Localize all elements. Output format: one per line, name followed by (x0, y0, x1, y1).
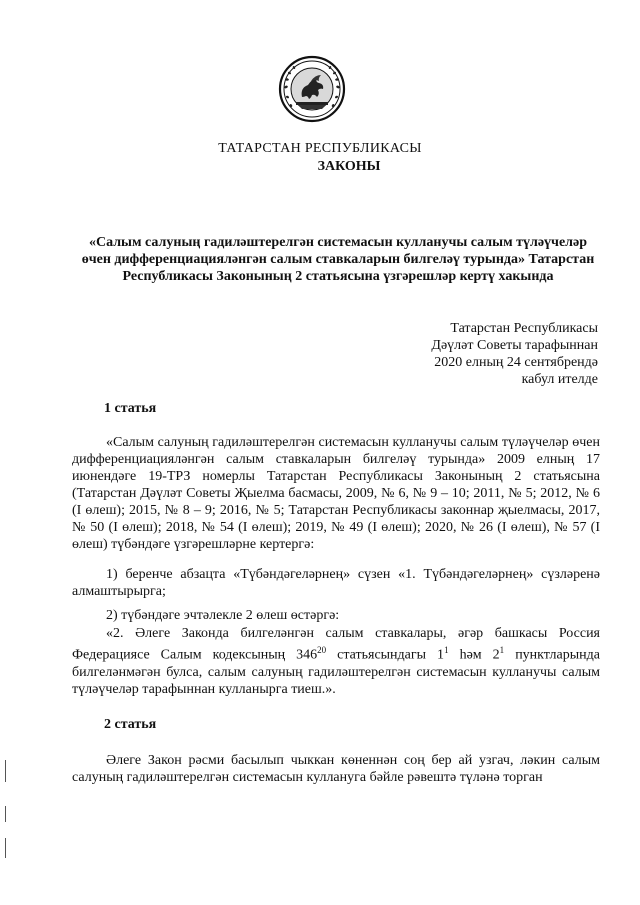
adoption-line: Татарстан Республикасы (450, 321, 598, 336)
article-1-item-2: 2) түбәндәге эчтәлекле 2 өлеш өстәргә: (106, 608, 340, 623)
law-label: ЗАКОНЫ (317, 159, 381, 174)
article-2-heading: 2 статья (104, 717, 157, 732)
quote-text: пунктларында билгеләнмәгән булса, салым салуның гадиләштерелгән системасын кулланучы салым түләүчеләр тарафыннан кулланырга тиеш.». (72, 647, 600, 697)
quote-text: һәм 2 (448, 647, 500, 663)
scan-edge-mark (5, 760, 6, 782)
tatarstan-coat-of-arms-icon (278, 55, 346, 123)
scan-edge-mark (5, 838, 6, 858)
adoption-line: кабул ителде (521, 372, 598, 387)
quote-text: «2. Әлеге Законда билгеләнгән салым ставкалары, әгәр башкасы Россия Федерациясе Салым кодексының 346 (72, 626, 600, 663)
adoption-line: 2020 елның 24 сентябрендә (434, 355, 598, 370)
quote-superscript: 1 (499, 645, 505, 655)
quote-superscript: 20 (317, 645, 327, 655)
article-1-intro: «Салым салуның гадиләштерелгән системасын кулланучы салым түләүчеләр өчен дифференциацияләнгән салым ставкаларын билгеләү турында» 2009 елның 17 июнендәге 19-ТРЗ номерлы Татарстан Республикасы Законының 2 статьясына (Татарстан Дәүләт Советы Җыелма басмасы, 2009, № 6, № 9 – 10; 2011, № 5; 2012, № 6 (I өлеш); 2015, № 8 – 9; 2016, № 5; Татарстан Республикасы законнар җыелмасы, 2017, № 50 (I өлеш); 2018, № 54 (I өлеш); 2019, № 49 (I өлеш); 2020, № 26 (I өлеш), № 57 (I өлеш) түбәндәге үзгәрешләрне кертергә: (72, 435, 600, 552)
quote-text: статьясындагы 1 (326, 647, 445, 663)
law-title: «Салым салуның гадиләштерелгән системасын кулланучы салым түләүчеләр өчен дифференциацияләнгән салым ставкаларын билгеләү турында» Татарстан Республикасы Законының 2 статьясына үзгәрешләр кертү хакында (81, 235, 595, 284)
adoption-note (358, 320, 598, 388)
article-1-heading: 1 статья (104, 401, 157, 416)
scan-edge-mark (5, 806, 6, 822)
document-header (0, 140, 640, 176)
article-2-text: Әлеге Закон рәсми басылып чыккан көненнән соң бер ай узгач, ләкин салым салуның гадиләштерелгән системасын куллануга бәйле рәвештә түләнә торган (72, 753, 600, 785)
article-1-item-1: 1) беренче абзацта «Түбәндәгеләрнең» сүзен «1. Түбәндәгеләрнең» сүзләренә алмаштырырга; (72, 567, 600, 599)
adoption-line: Дәүләт Советы тарафыннан (431, 338, 598, 353)
article-1-quote (72, 625, 600, 698)
republic-name: ТАТАРСТАН РЕСПУБЛИКАСЫ (218, 141, 422, 156)
quote-superscript: 1 (444, 645, 449, 655)
